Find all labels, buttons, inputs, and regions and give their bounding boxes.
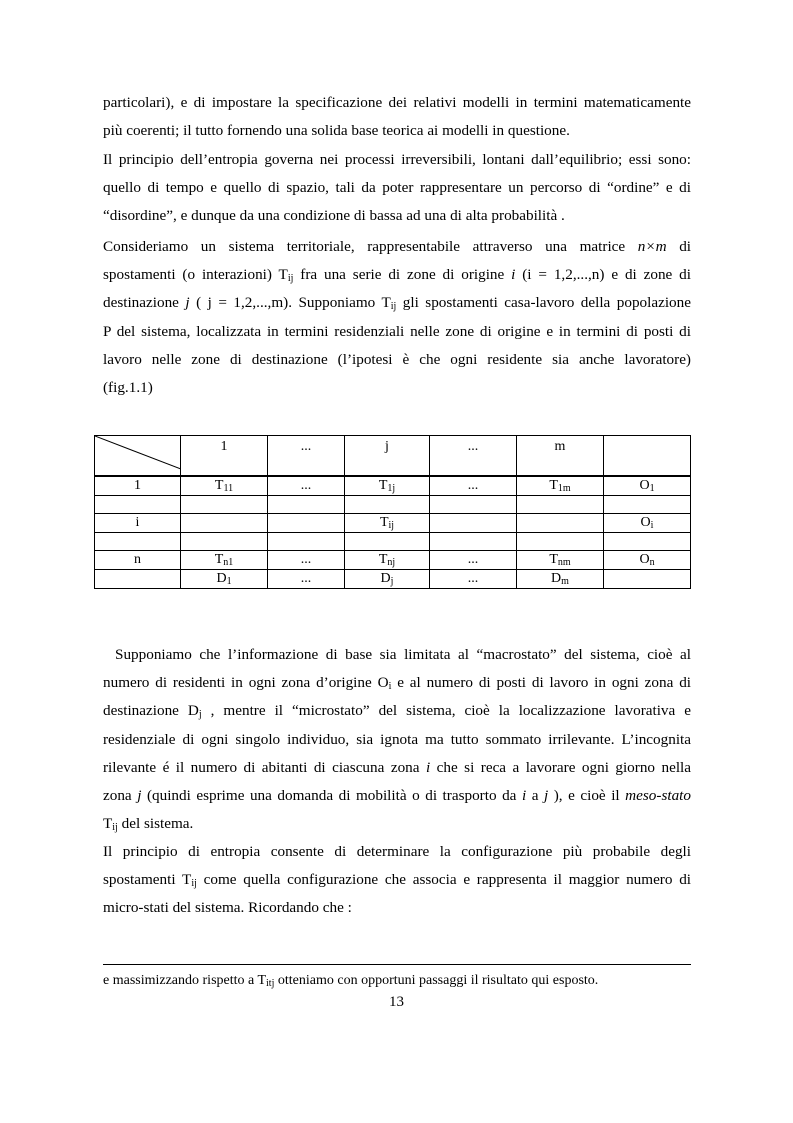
table-cell: $T_{n1}$ [181, 551, 268, 570]
text-line: zona j (quindi esprime una domanda di mobilità o di trasporto da i a j ), e cioè il meso-stato [103, 787, 691, 805]
table-cell: ... [430, 476, 517, 496]
row-label: n [95, 551, 181, 570]
text-line: residenziale di ogni singolo individuo, sia ignota ma tutto sommato irrilevante. L’incognita [103, 730, 691, 748]
table-cell: $T_{ij}$ [345, 514, 430, 533]
header-cell: ... [268, 436, 345, 477]
table-cell: ... [430, 551, 517, 570]
table-row-totals [95, 570, 691, 589]
table-cell: $T_{11}$ [181, 476, 268, 496]
table-cell [517, 514, 604, 533]
text-line: Il principio dell’entropia governa nei processi irreversibili, lontani dall’equilibrio; essi sono: [103, 151, 691, 168]
table-cell [268, 514, 345, 533]
table-cell: ... [268, 476, 345, 496]
text-line: spostamenti $T_{ij}$ come quella configurazione che associa e rappresenta il maggior numero di [103, 871, 692, 890]
corner-cell [95, 436, 181, 477]
paragraph-5 [103, 838, 691, 923]
math-term: n×m [637, 238, 667, 255]
table-cell: $T_{1m}$ [517, 476, 604, 496]
text-line: Supponiamo che l’informazione di base sia limitata al “macrostato” del sistema, cioè al [115, 646, 691, 663]
text-line: (fig.1.1) [103, 379, 153, 397]
paragraph-4 [103, 641, 691, 838]
table-cell: $D_1$ [181, 570, 268, 589]
table-cell: $T_{nj}$ [345, 551, 430, 570]
header-cell: m [517, 436, 604, 477]
table-cell: $T_{1j}$ [345, 476, 430, 496]
text-line: rilevante é il numero di abitanti di ciascuna zona i che si reca a lavorare ogni giorno nella [103, 758, 691, 776]
row-label: 1 [95, 476, 181, 496]
table-row [95, 514, 691, 533]
header-cell: 1 [181, 436, 268, 477]
paragraph-1 [103, 89, 691, 145]
text-line: P del sistema, localizzata in termini residenziali nelle zone di origine e in termini di posti di [103, 322, 691, 340]
table-cell [604, 570, 691, 589]
page-number: 13 [389, 994, 404, 1010]
od-matrix-table [94, 435, 691, 589]
text-line: quello di tempo e quello di spazio, tali da poter rappresentare un percorso di “ordine” e di [103, 179, 691, 197]
table-cell: ... [268, 570, 345, 589]
text-line: Il principio di entropia consente di determinare la configurazione più probabile degli [103, 843, 691, 860]
header-cell [604, 436, 691, 477]
text-line: destinazione $D_j$ , mentre il “microstato” del sistema, cioè la localizzazione lavorativa e [103, 702, 691, 721]
table-cell: $O_i$ [604, 514, 691, 533]
table-cell: $T_{nm}$ [517, 551, 604, 570]
table-row-spacer [95, 533, 691, 551]
row-label [95, 570, 181, 589]
table-cell: ... [430, 570, 517, 589]
text-line: spostamenti (o interazioni) $T_{ij}$ fra una serie di zone di origine i (i = 1,2,...,n) e di zone di [103, 266, 691, 285]
table-cell: $O_n$ [604, 551, 691, 570]
text-line: Consideriamo un sistema territoriale, rappresentabile attraverso una matrice n×m di [103, 238, 692, 255]
paragraph-3 [103, 233, 691, 402]
text-line: più coerenti; il tutto fornendo una solida base teorica ai modelli in questione. [103, 122, 570, 140]
footnote-divider [103, 964, 691, 965]
table-header-row [95, 436, 691, 477]
table-cell: $D_j$ [345, 570, 430, 589]
table-cell: ... [268, 551, 345, 570]
text-line: “disordine”, e dunque da una condizione di bassa ad una di alta probabilità . [103, 207, 565, 225]
table-row-spacer [95, 496, 691, 514]
header-cell: j [345, 436, 430, 477]
row-label: i [95, 514, 181, 533]
text-line: particolari), e di impostare la specificazione dei relativi modelli in termini matematicamente [103, 94, 691, 111]
text-line: destinazione j ( j = 1,2,...,m). Supponiamo $T_{ij}$ gli spostamenti casa-lavoro della popolazione [103, 294, 691, 313]
table-cell [430, 514, 517, 533]
table-cell: $D_m$ [517, 570, 604, 589]
paragraph-2 [103, 146, 691, 231]
text-line: $T_{ij}$ del sistema. [103, 815, 194, 834]
diagonal-line [95, 436, 181, 475]
table-cell: $O_1$ [604, 476, 691, 496]
footnote: e massimizzando rispetto a $T_{itj}$ otteniamo con opportuni passaggi il risultato qui esposto. [103, 973, 599, 989]
text-line: numero di residenti in ogni zona d’origine $O_i$ e al numero di posti di lavoro in ogni zona di [103, 674, 692, 693]
header-cell: ... [430, 436, 517, 477]
text-line: micro-stati del sistema. Ricordando che : [103, 899, 352, 917]
table-row [95, 551, 691, 570]
text-line: lavoro nelle zone di destinazione (l’ipotesi è che ogni residente sia anche lavoratore) [103, 350, 691, 368]
table-cell [181, 514, 268, 533]
table-row [95, 476, 691, 496]
